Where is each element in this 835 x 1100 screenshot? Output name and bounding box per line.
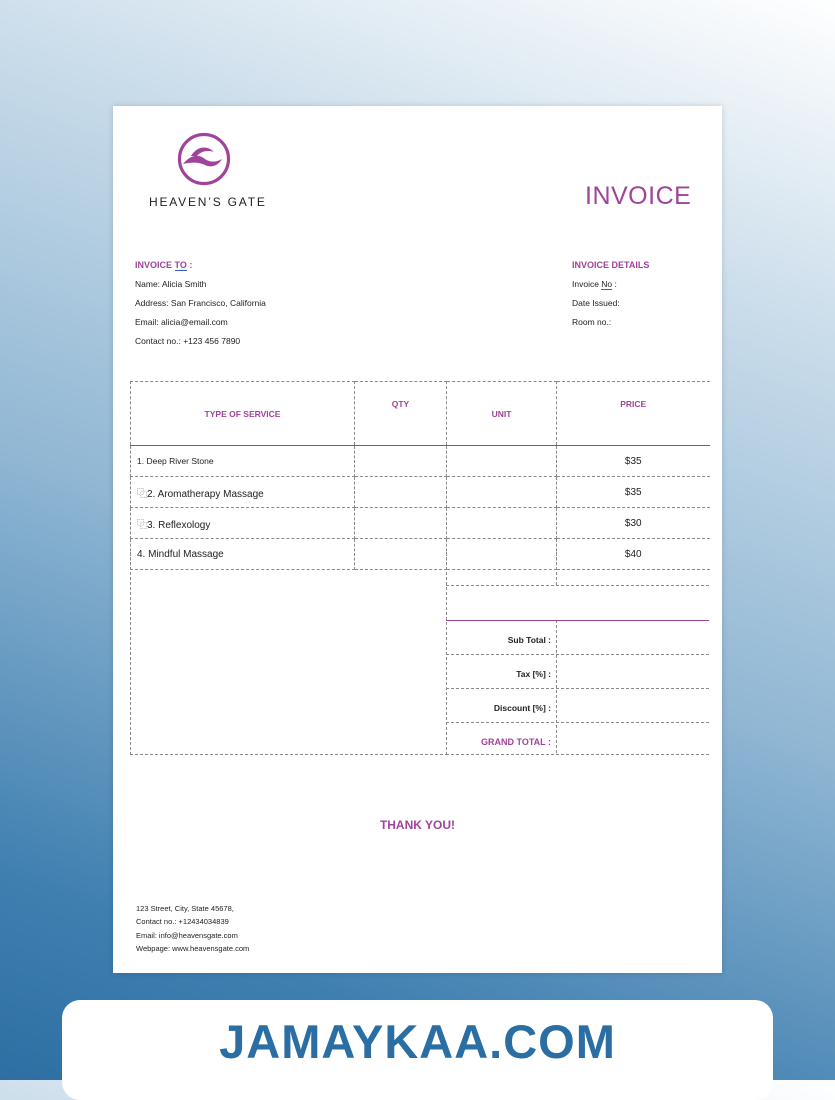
footer-contact: Contact no.: +12434034839 [136, 917, 229, 926]
invoice-title: INVOICE [585, 182, 692, 210]
discount-label: Discount [%] : [493, 703, 551, 713]
unit-cell [447, 508, 557, 539]
room-number: Room no.: [572, 317, 612, 327]
table-row [131, 508, 710, 539]
date-issued: Date Issued: [572, 298, 620, 308]
price-cell: $40 [557, 539, 710, 570]
footer-email: Email: info@heavensgate.com [136, 931, 238, 940]
header-qty: QTY [355, 382, 447, 446]
qty-cell [355, 508, 447, 539]
invoice-page [113, 106, 722, 973]
service-cell: ⿻2. Aromatherapy Massage [131, 477, 355, 508]
header-type-of-service: TYPE OF SERVICE [131, 382, 355, 446]
header-unit: UNIT [447, 382, 557, 446]
grand-total-label: GRAND TOTAL : [481, 737, 551, 747]
invoice-to-heading: INVOICE TO : [135, 260, 193, 270]
unit-cell [447, 446, 557, 477]
qty-cell [355, 446, 447, 477]
price-cell: $35 [557, 477, 710, 508]
table-row [131, 477, 710, 508]
service-cell: 1. Deep River Stone [131, 446, 355, 477]
qty-cell [355, 477, 447, 508]
invoice-number: Invoice No : [572, 279, 617, 289]
customer-address: Address: San Francisco, California [135, 298, 266, 308]
invoice-details-heading: INVOICE DETAILS [572, 260, 650, 270]
customer-email: Email: alicia@email.com [135, 317, 228, 327]
customer-name: Name: Alicia Smith [135, 279, 207, 289]
watermark-banner [62, 1000, 773, 1100]
service-cell: 4. Mindful Massage [131, 539, 355, 570]
totals-grid [130, 552, 709, 755]
footer-webpage: Webpage: www.heavensgate.com [136, 944, 250, 953]
unit-cell [447, 477, 557, 508]
table-row [131, 446, 710, 477]
wave-logo-icon [177, 132, 231, 186]
thank-you-message: THANK YOU! [379, 818, 456, 832]
price-cell: $35 [557, 446, 710, 477]
price-cell: $30 [557, 508, 710, 539]
brand-name: HEAVEN’S GATE [149, 195, 267, 209]
services-table [130, 381, 710, 570]
tax-label: Tax [%] : [516, 669, 551, 679]
watermark-text: JAMAYKAA.COM [219, 1015, 616, 1068]
header-price: PRICE [557, 382, 710, 446]
table-header-row [131, 382, 710, 446]
sub-total-label: Sub Total : [507, 635, 551, 645]
service-cell: ⿻3. Reflexology [131, 508, 355, 539]
customer-contact: Contact no.: +123 456 7890 [135, 336, 241, 346]
footer-address: 123 Street, City, State 45678, [136, 904, 234, 913]
